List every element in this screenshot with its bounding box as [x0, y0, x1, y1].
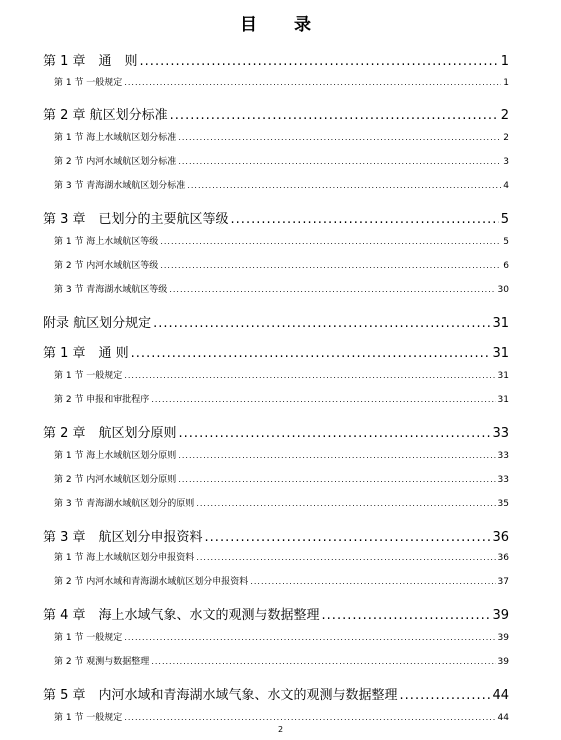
- toc-section-entry[interactable]: [54, 654, 509, 667]
- toc-entry-page-number: 31: [497, 395, 509, 405]
- toc-entry-page-number: 39: [492, 608, 509, 623]
- toc-entry-label: 第 3 节 青海湖水域航区划分的原则: [54, 499, 195, 509]
- toc-dot-leader: [250, 577, 495, 586]
- toc-chapter-entry[interactable]: [43, 208, 509, 227]
- toc-entry-label: 第 3 章 已划分的主要航区等级: [43, 212, 229, 227]
- toc-section-entry[interactable]: [54, 75, 509, 88]
- toc-entry-label: 第 1 节 一般规定: [54, 78, 123, 88]
- toc-entry-label: 第 1 章 通 则: [43, 54, 138, 69]
- toc-entry-page-number: 36: [497, 553, 509, 563]
- toc-entry-label: 第 4 章 海上水域气象、水文的观测与数据整理: [43, 608, 320, 623]
- toc-entry-page-number: 36: [492, 530, 509, 545]
- toc-entry-page-number: 37: [497, 577, 509, 587]
- toc-entry-page-number: 33: [497, 475, 509, 485]
- toc-dot-leader: [205, 530, 491, 545]
- toc-section-entry[interactable]: [54, 258, 509, 271]
- toc-entry-label: 第 2 节 内河水域航区划分标准: [54, 157, 177, 167]
- toc-entry-label: 第 2 节 内河水域和青海湖水域航区划分申报资料: [54, 577, 249, 587]
- toc-entry-label: 第 1 节 海上水域航区划分申报资料: [54, 553, 195, 563]
- toc-section-entry[interactable]: [54, 472, 509, 485]
- toc-entry-page-number: 31: [492, 346, 509, 361]
- toc-entry-label: 第 3 章 航区划分申报资料: [43, 530, 203, 545]
- toc-dot-leader: [178, 157, 501, 166]
- toc-entry-page-number: 33: [497, 451, 509, 461]
- toc-entry-page-number: 44: [497, 713, 509, 723]
- toc-dot-leader: [124, 633, 495, 642]
- toc-section-entry[interactable]: [54, 154, 509, 167]
- toc-dot-leader: [187, 181, 501, 190]
- toc-entry-label: 第 2 节 申报和审批程序: [54, 395, 150, 405]
- toc-entry-page-number: 1: [503, 78, 509, 88]
- toc-entry-label: 第 3 节 青海湖水域航区等级: [54, 285, 168, 295]
- toc-dot-leader: [196, 553, 495, 562]
- toc-dot-leader: [400, 688, 491, 703]
- toc-entry-page-number: 1: [500, 54, 509, 69]
- toc-entry-page-number: 31: [497, 371, 509, 381]
- toc-entry-page-number: 33: [492, 426, 509, 441]
- toc-dot-leader: [151, 395, 495, 404]
- toc-entry-page-number: 39: [497, 633, 509, 643]
- toc-chapter-entry[interactable]: [43, 604, 509, 623]
- toc-chapter-entry[interactable]: [43, 684, 509, 703]
- toc-section-entry[interactable]: [54, 574, 509, 587]
- toc-section-entry[interactable]: [54, 550, 509, 563]
- toc-dot-leader: [124, 371, 495, 380]
- toc-entry-label: 第 5 章 内河水域和青海湖水域气象、水文的观测与数据整理: [43, 688, 398, 703]
- toc-dot-leader: [124, 713, 495, 722]
- toc-dot-leader: [196, 499, 495, 508]
- toc-section-entry[interactable]: [54, 282, 509, 295]
- toc-dot-leader: [151, 657, 495, 666]
- toc-section-entry[interactable]: [54, 368, 509, 381]
- toc-chapter-entry[interactable]: [43, 342, 509, 361]
- toc-section-entry[interactable]: [54, 130, 509, 143]
- toc-dot-leader: [178, 451, 495, 460]
- page-number: 2: [277, 725, 284, 734]
- toc-dot-leader: [160, 237, 501, 246]
- toc-entry-page-number: 31: [492, 316, 509, 331]
- toc-entry-label: 第 1 节 一般规定: [54, 371, 123, 381]
- toc-chapter-entry[interactable]: [43, 104, 509, 123]
- toc-entry-label: 第 1 章 通 则: [43, 346, 129, 361]
- page-title: 目 录: [240, 15, 321, 35]
- toc-section-entry[interactable]: [54, 392, 509, 405]
- toc-entry-page-number: 5: [503, 237, 509, 247]
- toc-section-entry[interactable]: [54, 178, 509, 191]
- toc-section-entry[interactable]: [54, 630, 509, 643]
- toc-entry-page-number: 3: [503, 157, 509, 167]
- toc-section-entry[interactable]: [54, 710, 509, 723]
- toc-section-entry[interactable]: [54, 234, 509, 247]
- toc-chapter-entry[interactable]: [43, 50, 509, 69]
- toc-entry-page-number: 39: [497, 657, 509, 667]
- toc-chapter-entry[interactable]: [43, 312, 509, 331]
- toc-dot-leader: [322, 608, 491, 623]
- toc-entry-label: 第 1 节 一般规定: [54, 713, 123, 723]
- toc-section-entry[interactable]: [54, 448, 509, 461]
- toc-dot-leader: [153, 316, 490, 331]
- toc-entry-label: 第 1 节 一般规定: [54, 633, 123, 643]
- toc-entry-label: 第 2 节 内河水域航区划分原则: [54, 475, 177, 485]
- toc-entry-label: 第 1 节 海上水域航区划分标准: [54, 133, 177, 143]
- toc-entry-page-number: 30: [497, 285, 509, 295]
- toc-entry-page-number: 2: [500, 108, 509, 123]
- toc-dot-leader: [169, 285, 495, 294]
- toc-dot-leader: [160, 261, 501, 270]
- toc-dot-leader: [178, 133, 501, 142]
- toc-entry-page-number: 6: [503, 261, 509, 271]
- toc-dot-leader: [140, 54, 499, 69]
- toc-entry-label: 第 2 章 航区划分标准: [43, 108, 168, 123]
- toc-entry-page-number: 2: [503, 133, 509, 143]
- toc-dot-leader: [178, 475, 495, 484]
- toc-dot-leader: [170, 108, 499, 123]
- toc-entry-page-number: 35: [497, 499, 509, 509]
- toc-chapter-entry[interactable]: [43, 422, 509, 441]
- toc-chapter-entry[interactable]: [43, 526, 509, 545]
- toc-entry-label: 第 1 节 海上水域航区划分原则: [54, 451, 177, 461]
- toc-entry-page-number: 44: [492, 688, 509, 703]
- toc-entry-label: 第 2 节 观测与数据整理: [54, 657, 150, 667]
- toc-dot-leader: [231, 212, 499, 227]
- toc-entry-label: 第 1 节 海上水域航区等级: [54, 237, 159, 247]
- toc-dot-leader: [179, 426, 491, 441]
- toc-entry-label: 第 3 节 青海湖水域航区划分标准: [54, 181, 186, 191]
- toc-dot-leader: [131, 346, 491, 361]
- toc-section-entry[interactable]: [54, 496, 509, 509]
- toc-entry-page-number: 5: [500, 212, 509, 227]
- toc-entry-label: 第 2 章 航区划分原则: [43, 426, 177, 441]
- toc-dot-leader: [124, 78, 501, 87]
- toc-entry-label: 第 2 节 内河水域航区等级: [54, 261, 159, 271]
- toc-entry-label: 附录 航区划分规定: [43, 316, 152, 331]
- toc-entry-page-number: 4: [503, 181, 509, 191]
